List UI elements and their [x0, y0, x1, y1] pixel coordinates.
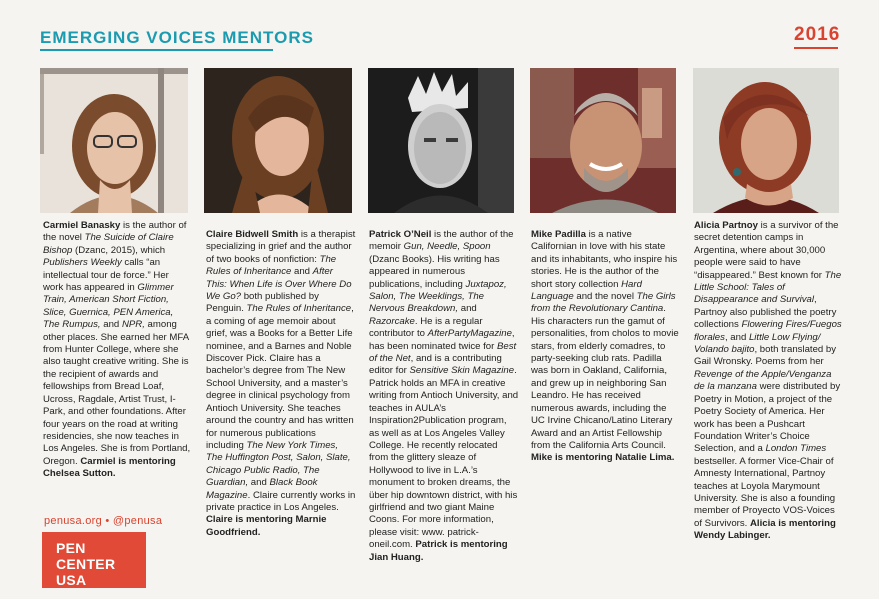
page-title: EMERGING VOICES MENTORS [40, 28, 314, 47]
bio-text-segment: Razorcake [369, 315, 415, 327]
bio-text-segment: . He is a regular contributor to [369, 315, 483, 340]
pen-center-usa-logo [42, 532, 146, 588]
bio-text-segment: Glimmer Train, American Short Fiction, Slice, Guernica, PEN America, The Rumpus, [43, 282, 174, 331]
bio-text-segment: , and is a contributing editor for [369, 353, 502, 377]
bio-text-segment: is a native Californian in love with his state and its inhabitants, who inspire his stories. He is the author of the short story collection [531, 229, 678, 290]
bio-text-segment: , and [724, 331, 749, 343]
portrait-alicia-partnoy [693, 68, 839, 213]
bio-text-segment: Carmiel is mentoring Chelsea Sutton. [43, 455, 176, 480]
bio-text-segment: and [291, 266, 313, 278]
bio-text-segment: London Times [765, 443, 827, 455]
footer-separator: • [102, 515, 113, 527]
bio-text-segment: AfterPartyMagazine [427, 328, 512, 340]
bio-text-segment: Claire Bidwell Smith [206, 229, 299, 240]
bio-text-segment: Best of the Net [369, 340, 517, 365]
portrait-carmiel-banasky [40, 68, 188, 213]
logo-line2: USA [56, 572, 87, 588]
site-link[interactable]: penusa.org [44, 515, 103, 527]
bio-text-segment: NPR, [121, 319, 145, 331]
bio-text-segment: Patrick is mentoring Jian Huang. [369, 539, 508, 563]
bio-carmiel-banasky [43, 220, 191, 481]
bio-text-segment: After This: When Life is Over Where Do We Go? [206, 266, 352, 303]
bio-patrick-oneil [369, 229, 519, 564]
bio-text-segment: , has been nominated twice for [369, 328, 515, 352]
bio-text-segment: . His characters run the gamut of personalities, from cholos to movie stars, from elderly comadres, to party-seeking club rats. Padilla was born in Oakland, California, and grew up in neighboring San Leandro. He has received numerous awards, including the UC Irvine Chicano/Latino Literary Award and an Artist Fellowship from the California Arts Council. [531, 303, 679, 451]
bio-text-segment: Carmiel Banasky [43, 220, 121, 231]
title-underline [40, 49, 273, 51]
year-underline [794, 47, 838, 49]
bio-text-segment: Black Book Magazine [206, 477, 318, 501]
bio-text-segment: The Little School: Tales of Disappearance and Survival [694, 269, 842, 306]
bio-text-segment: and [458, 303, 477, 315]
bio-mike-padilla [531, 229, 679, 465]
bio-text-segment: Claire is mentoring Marnie Goodfriend. [206, 514, 327, 538]
bio-text-segment: both published by Penguin. [206, 291, 319, 315]
bio-text-segment: Hard Language [531, 278, 642, 303]
bio-text-segment: among other places. She earned her MFA from Hunter College, where she also taught creative writing. She is the recipient of awards and fellowships from Bread Loaf, Ucross, Ragdale, Artist Trust, I-Park, and other foundations. After four years on the road at writing residencies, she now teaches in Los Angeles. She is from Portland, Oregon. [43, 319, 191, 467]
handle-link[interactable]: @penusa [112, 515, 163, 527]
bio-text-segment: Alicia Partnoy [694, 220, 758, 231]
bio-text-segment: Publishers Weekly [43, 257, 122, 269]
bio-text-segment: The New York Times, The Huffington Post, Salon, Slate, Chicago Public Radio, The Guardian, [206, 439, 351, 489]
bio-text-segment: , both translated by Gail Wronsky. Poems from her [694, 344, 837, 368]
bio-text-segment: Flowering Fires/Fuegos florales [694, 319, 842, 343]
bio-text-segment: (Dzanc, 2015), which [72, 244, 166, 256]
bio-text-segment: Little Low Flying/ Volando bajito [694, 331, 821, 356]
bio-text-segment: Mike is mentoring Natalie Lima. [531, 452, 675, 464]
bio-text-segment: , a coming of age memoir about grief, was a Books for a Better Life nominee, and a Barnes and Noble Discover Pick. Claire has a bachelor’s degree from The New School University, and a master’s degree in clinical psychology from Antioch University. She teaches around the country and has written for numerous publications including [206, 303, 354, 451]
logo-line1: PEN CENTER [56, 540, 116, 572]
bio-text-segment: were distributed by Poetry in Motion, a project of the Poetry Society of America. Her work has been a Pushcart Foundation Writer’s Choice Selection, and a [694, 381, 841, 455]
portrait-claire-bidwell-smith [204, 68, 352, 213]
footer-links [44, 515, 162, 527]
bio-text-segment: Revenge of the Apple/Venganza de la manzana [694, 368, 832, 393]
bio-text-segment: Patrick O’Neil [369, 229, 432, 240]
bio-text-segment: The Girls from the Revolutionary Cantina [531, 291, 676, 315]
bio-claire-bidwell-smith [206, 229, 356, 539]
portrait-patrick-oneil [368, 68, 514, 213]
bio-text-segment: . Patrick holds an MFA in creative writing from Antioch University, and teaches in AULA’s Inspiration2Publication program, as well as at Los Angeles Valley College. He recently relocated from the glittery sleaze of Hollywood to live in L.A.’s monument to broken dreams, the über hip downtown district, with his girlfriend and two giant Maine Coons. For more information, please visit: www. patrick-oneil.com. [369, 365, 519, 551]
bio-text-segment: Mike Padilla [531, 229, 586, 240]
bio-text-segment: and [248, 477, 270, 489]
bio-text-segment: , Partnoy also published the poetry collections [694, 294, 837, 331]
bio-text-segment: Sensitive Skin Magazine [409, 365, 515, 377]
bio-text-segment: is the author of the memoir [369, 229, 514, 253]
bio-text-segment: and the novel [573, 291, 637, 303]
bio-text-segment: Gun, Needle, Spoon [403, 241, 491, 253]
bio-text-segment: is a therapist specializing in grief and the author of two books of nonfiction: [206, 229, 356, 265]
portrait-mike-padilla [530, 68, 676, 213]
bio-text-segment: The Rules of Inheritance [206, 253, 337, 278]
bio-text-segment: Alicia is mentoring Wendy Labinger. [694, 517, 836, 542]
bio-text-segment: bestseller. A former Vice-Chair of Amnesty International, Partnoy teaches at Loyola Marymount University. She is also a founding member of Proyecto VOS-Voices of Survivors. [694, 455, 836, 529]
bio-text-segment: The Suicide of Claire Bishop [43, 232, 174, 256]
bio-text-segment: and [100, 319, 122, 331]
bio-alicia-partnoy [694, 220, 844, 543]
year-label: 2016 [794, 24, 841, 45]
bio-text-segment: calls “an intellectual tour de force.” Her work has appeared in [43, 257, 169, 294]
bio-text-segment: Juxtapoz, Salon, The Weeklings, The Nervous Breakdown, [369, 278, 507, 315]
bio-text-segment: is the author of the novel [43, 220, 187, 244]
bio-text-segment: is a survivor of the secret detention camps in Argentina, where about 30,000 people were said to have “disappeared.” Best known for [694, 220, 839, 281]
bio-text-segment: The Rules of Inheritance [246, 303, 352, 315]
bio-text-segment: . Claire currently works in private practice in Los Angeles. [206, 489, 356, 513]
bio-text-segment: (Dzanc Books). His writing has appeared in numerous publications, including [369, 253, 500, 290]
